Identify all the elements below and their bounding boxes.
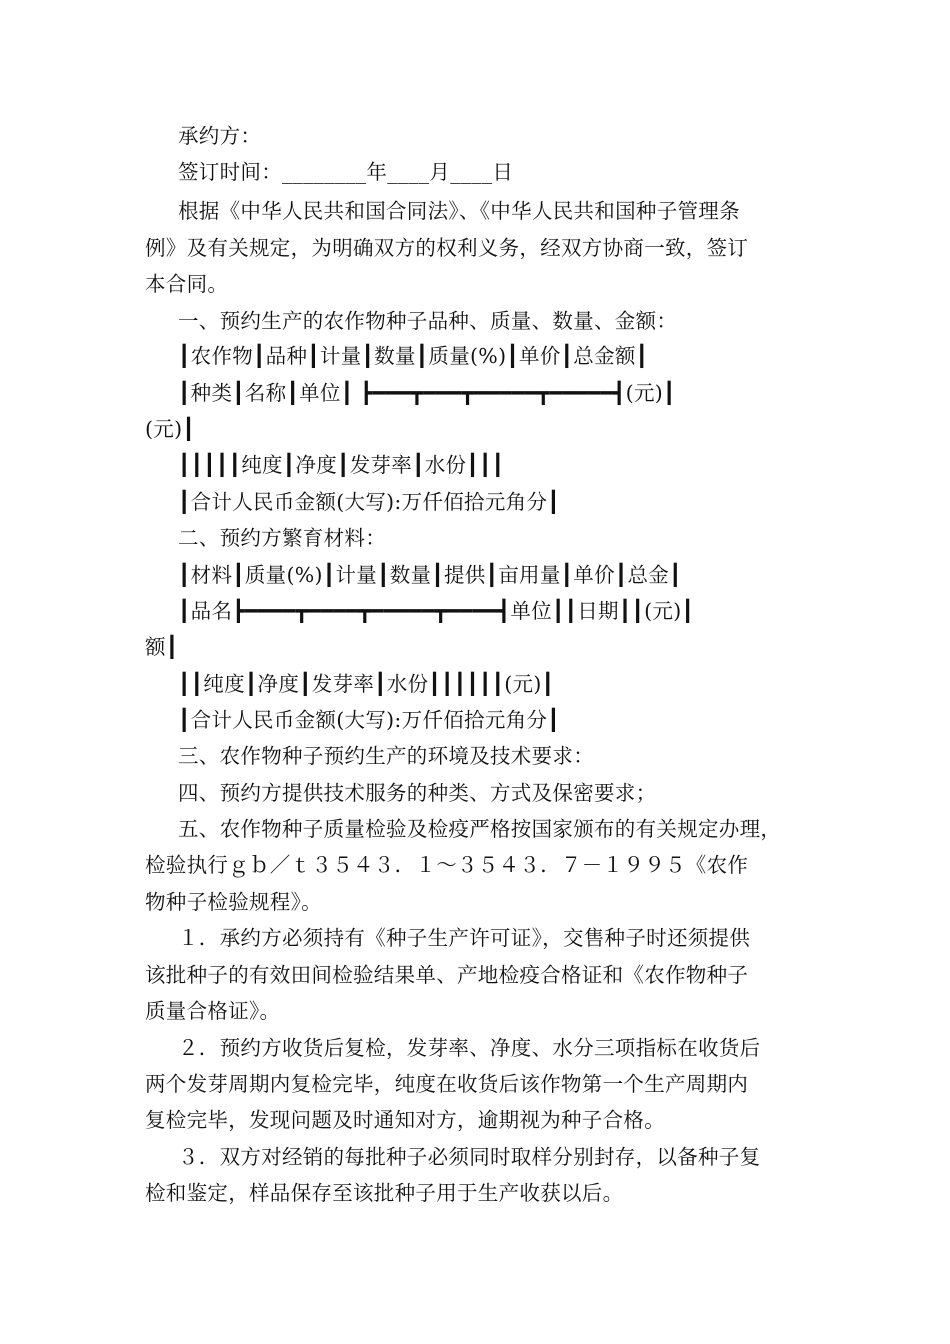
table-2-row-2: ┃品名┣━━━━┳━━━━┳━━━━━┳━━━━┫单位┃┃日期┃┃(元)┃ — [178, 599, 695, 623]
clause-2-line-3: 复检完毕，发现问题及时通知对方，逾期视为种子合格。 — [145, 1108, 665, 1132]
section-5-line-1: 五、农作物种子质量检验及检疫严格按国家颁布的有关规定办理， — [178, 817, 782, 841]
clause-1-line-2: 该批种子的有效田间检验结果单、产地检疫合格证和《农作物种子 — [145, 963, 749, 987]
section-3-heading: 三、农作物种子预约生产的环境及技术要求： — [178, 744, 594, 768]
table-2-row-2-wrap: 额┃ — [145, 635, 179, 659]
preamble-line-1: 根据《中华人民共和国合同法》、《中华人民共和国种子管理条 — [178, 199, 740, 223]
clause-2-line-2: 两个发芽周期内复检完毕，纯度在收货后该作物第一个生产周期内 — [145, 1072, 749, 1096]
preamble-line-2: 例》及有关规定，为明确双方的权利义务，经双方协商一致，签订 — [145, 236, 749, 260]
preamble-line-3: 本合同。 — [145, 272, 229, 296]
clause-1-line-3: 质量合格证》。 — [145, 999, 281, 1023]
table-1-total-row: ┃合计人民币金额(大写):万仟佰拾元角分┃ — [178, 490, 560, 514]
clause-2-line-1: ２．预约方收货后复检，发芽率、净度、水分三项指标在收货后 — [178, 1036, 761, 1060]
section-5-line-3: 物种子检验规程》。 — [145, 890, 322, 914]
clause-1-line-1: １．承约方必须持有《种子生产许可证》，交售种子时还须提供 — [178, 926, 751, 950]
table-1-row-1: ┃农作物┃品种┃计量┃数量┃质量(%)┃单价┃总金额┃ — [178, 344, 649, 368]
contractor-line: 承约方： — [178, 124, 262, 148]
section-5-line-2: 检验执行ｇｂ／ｔ３５４３．１～３５４３．７－１９９５《农作 — [145, 853, 749, 877]
clause-3-line-2: 检和鉴定，样品保存至该批种子用于生产收获以后。 — [145, 1181, 624, 1205]
clause-3-line-1: ３．双方对经销的每批种子必须同时取样分别封存，以备种子复 — [178, 1145, 761, 1169]
table-1-row-2-wrap: (元)┃ — [145, 417, 196, 441]
signing-date-line: 签订时间：________年____月____日 — [178, 160, 514, 184]
section-1-heading: 一、预约生产的农作物种子品种、质量、数量、金额： — [178, 309, 678, 333]
table-1-row-2: ┃种类┃名称┃单位┃ ┣━━━┳━━━┳━━━━━┳━━━━━┫(元)┃ — [178, 381, 676, 405]
section-2-heading: 二、预约方繁育材料： — [178, 526, 386, 550]
table-2-total-row: ┃合计人民币金额(大写):万仟佰拾元角分┃ — [178, 708, 560, 732]
section-4-heading: 四、预约方提供技术服务的种类、方式及保密要求； — [178, 781, 657, 805]
table-1-row-3: ┃┃┃┃┃纯度┃净度┃发芽率┃水份┃┃┃ — [178, 453, 505, 477]
table-2-row-3: ┃┃纯度┃净度┃发芽率┃水份┃┃┃┃┃┃(元)┃ — [178, 672, 555, 696]
table-2-row-1: ┃材料┃质量(%)┃计量┃数量┃提供┃亩用量┃单价┃总金┃ — [178, 563, 682, 587]
